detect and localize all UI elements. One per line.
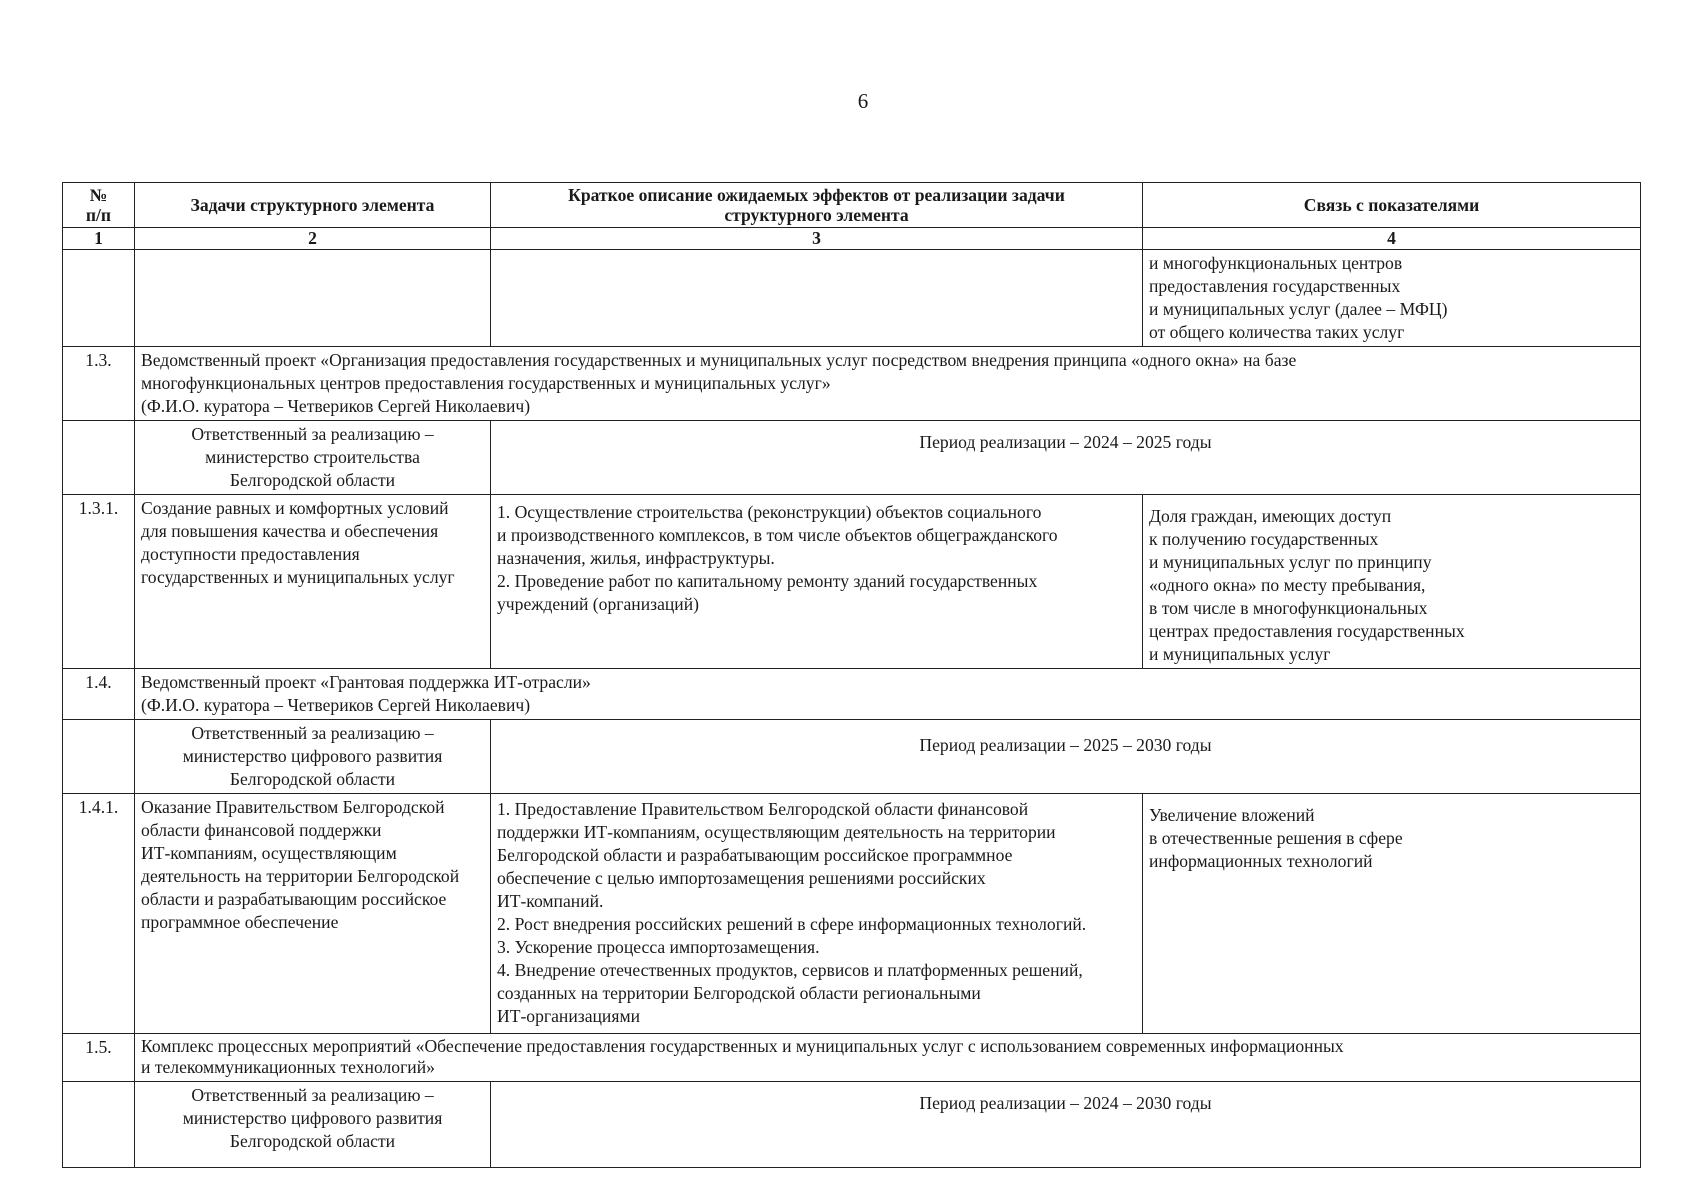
column-numbers-row bbox=[63, 228, 1641, 250]
task-row-1-3-1 bbox=[63, 495, 1641, 669]
task-cell: Создание равных и комфортных условий для повышения качества и обеспечения доступности предоставления государственных и муниципальных услуг bbox=[135, 495, 491, 669]
section-row-1-3 bbox=[63, 347, 1641, 421]
tasks-table bbox=[62, 182, 1641, 1168]
period-cell: Период реализации – 2024 – 2025 годы bbox=[491, 421, 1641, 495]
row-number: 1.3.1. bbox=[63, 495, 135, 669]
header-num: № п/п bbox=[63, 183, 135, 228]
column-number: 1 bbox=[63, 228, 135, 250]
empty-cell bbox=[63, 421, 135, 495]
header-effects: Краткое описание ожидаемых эффектов от реализации задачи структурного элемента bbox=[491, 183, 1143, 228]
header-tasks: Задачи структурного элемента bbox=[135, 183, 491, 228]
empty-cell bbox=[63, 720, 135, 794]
empty-cell bbox=[63, 250, 135, 347]
responsible-row-1-3 bbox=[63, 421, 1641, 495]
responsible-row-1-4 bbox=[63, 720, 1641, 794]
period-cell: Период реализации – 2024 – 2030 годы bbox=[491, 1082, 1641, 1168]
effects-cell: 1. Предоставление Правительством Белгородской области финансовой поддержки ИТ-компаниям, осуществляющим деятельность на территории Белгородской области и разрабатывающим российское программное обеспечение с целью импортозамещения решениями российских ИТ-компаний. 2. Рост внедрения российских решений в сфере информационных технологий. 3. Ускорение процесса импортозамещения. 4. Внедрение отечественных продуктов, сервисов и платформенных решений, созданных на территории Белгородской области региональными ИТ-организациями bbox=[491, 794, 1143, 1034]
responsible-cell: Ответственный за реализацию – министерство цифрового развития Белгородской области bbox=[135, 720, 491, 794]
period-cell: Период реализации – 2025 – 2030 годы bbox=[491, 720, 1641, 794]
task-row-1-4-1 bbox=[63, 794, 1641, 1034]
indicator-cell: Доля граждан, имеющих доступ к получению государственных и муниципальных услуг по принципу «одного окна» по месту пребывания, в том числе в многофункциональных центрах предоставления государственных и муниципальных услуг bbox=[1143, 495, 1641, 669]
responsible-cell: Ответственный за реализацию – министерство строительства Белгородской области bbox=[135, 421, 491, 495]
row-number: 1.5. bbox=[63, 1034, 135, 1082]
row-number: 1.3. bbox=[63, 347, 135, 421]
indicator-cell: Увеличение вложений в отечественные решения в сфере информационных технологий bbox=[1143, 794, 1641, 1034]
empty-cell bbox=[491, 250, 1143, 347]
row-number: 1.4. bbox=[63, 669, 135, 720]
responsible-cell: Ответственный за реализацию – министерство цифрового развития Белгородской области bbox=[135, 1082, 491, 1168]
section-title: Ведомственный проект «Грантовая поддержка ИТ-отрасли» (Ф.И.О. куратора – Четвериков Сергей Николаевич) bbox=[135, 669, 1641, 720]
responsible-row-1-5 bbox=[63, 1082, 1641, 1168]
task-cell: Оказание Правительством Белгородской области финансовой поддержки ИТ-компаниям, осуществляющим деятельность на территории Белгородской области и разрабатывающим российское программное обеспечение bbox=[135, 794, 491, 1034]
row-number: 1.4.1. bbox=[63, 794, 135, 1034]
section-row-1-4 bbox=[63, 669, 1641, 720]
column-number: 4 bbox=[1143, 228, 1641, 250]
page-number: 6 bbox=[857, 89, 869, 113]
column-number: 3 bbox=[491, 228, 1143, 250]
empty-cell bbox=[135, 250, 491, 347]
section-row-1-5 bbox=[63, 1034, 1641, 1082]
effects-cell: 1. Осуществление строительства (реконструкции) объектов социального и производственного комплексов, в том числе объектов общегражданского назначения, жилья, инфраструктуры. 2. Проведение работ по капитальному ремонту зданий государственных учреждений (организаций) bbox=[491, 495, 1143, 669]
section-title: Комплекс процессных мероприятий «Обеспечение предоставления государственных и муниципальных услуг с использованием современных информационных и телекоммуникационных технологий» bbox=[135, 1034, 1641, 1082]
header-indicators: Связь с показателями bbox=[1143, 183, 1641, 228]
indicator-cell: и многофункциональных центров предоставления государственных и муниципальных услуг (далее – МФЦ) от общего количества таких услуг bbox=[1143, 250, 1641, 347]
header-row bbox=[63, 183, 1641, 228]
section-title: Ведомственный проект «Организация предоставления государственных и муниципальных услуг посредством внедрения принципа «одного окна» на базе многофункциональных центров предоставления государственных и муниципальных услуг» (Ф.И.О. куратора – Четвериков Сергей Николаевич) bbox=[135, 347, 1641, 421]
empty-cell bbox=[63, 1082, 135, 1168]
column-number: 2 bbox=[135, 228, 491, 250]
continuation-row bbox=[63, 250, 1641, 347]
